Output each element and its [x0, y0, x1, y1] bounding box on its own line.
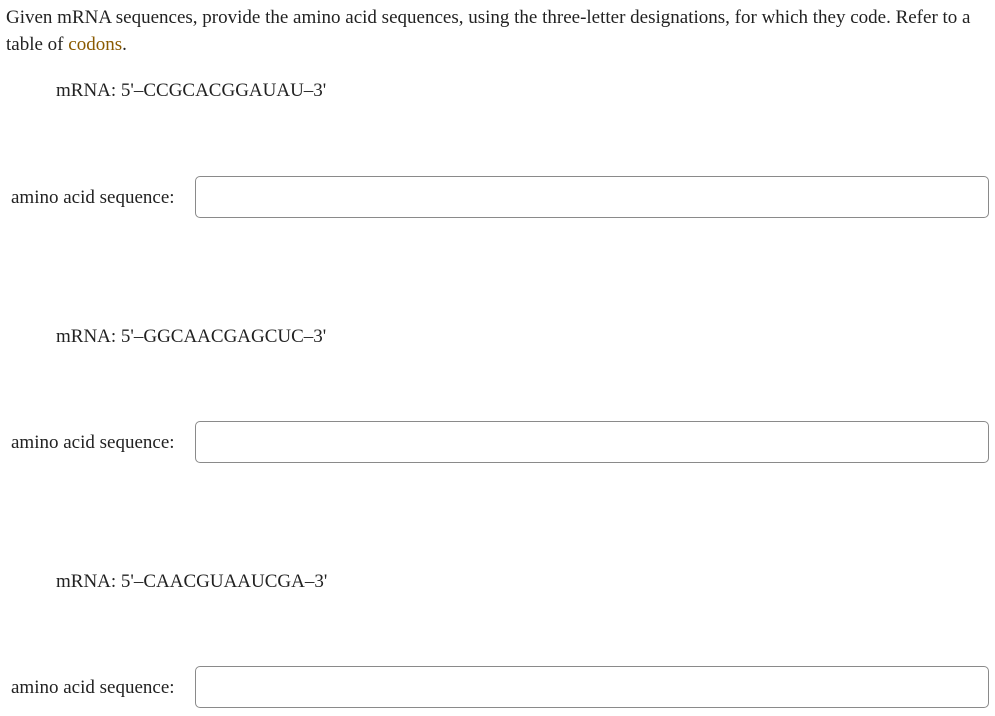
- mrna-sequence-3: mRNA: 5'–CAACGUAAUCGA–3': [56, 571, 328, 592]
- amino-acid-sequence-input-3[interactable]: [195, 666, 989, 708]
- answer-label-2: amino acid sequence:: [11, 432, 175, 453]
- instructions-lead: Given mRNA sequences, provide the amino acid sequences, using the three-letter designations, for which they code. Refer to a table of: [6, 7, 971, 55]
- answer-label-3: amino acid sequence:: [11, 677, 175, 698]
- answer-row-3: [0, 666, 995, 710]
- answer-row-1: [0, 176, 995, 220]
- instructions-tail: .: [122, 34, 127, 55]
- mrna-sequence-1: mRNA: 5'–CCGCACGGAUAU–3': [56, 80, 327, 101]
- codons-link[interactable]: codons: [68, 34, 123, 55]
- instructions-text: [6, 4, 990, 58]
- answer-row-2: [0, 421, 995, 465]
- answer-label-1: amino acid sequence:: [11, 187, 175, 208]
- amino-acid-sequence-input-1[interactable]: [195, 176, 989, 218]
- mrna-sequence-2: mRNA: 5'–GGCAACGAGCUC–3': [56, 326, 327, 347]
- amino-acid-sequence-input-2[interactable]: [195, 421, 989, 463]
